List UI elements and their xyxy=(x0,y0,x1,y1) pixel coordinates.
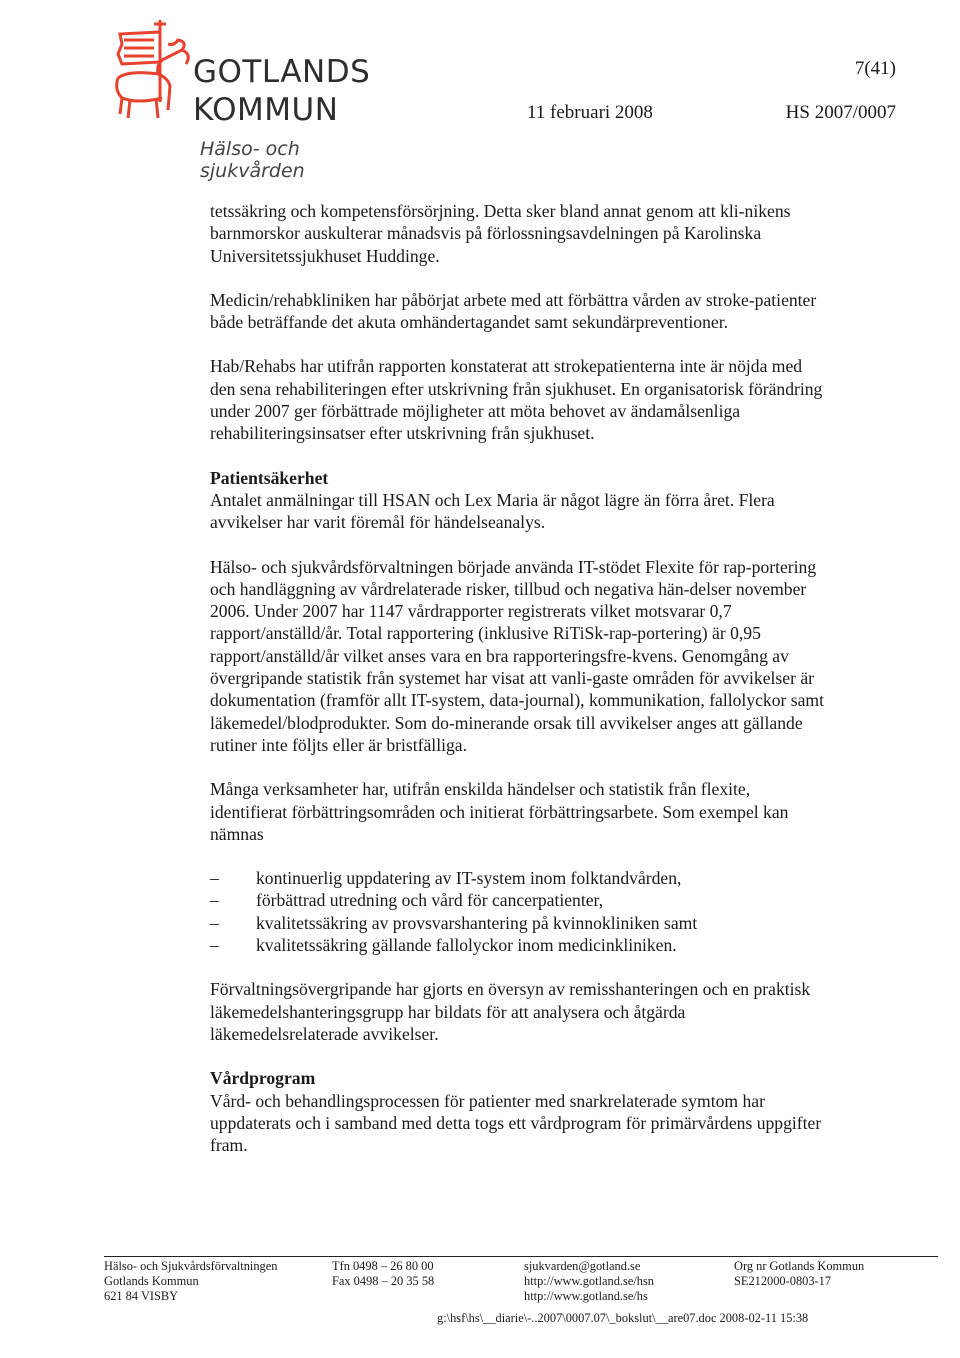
document-date: 11 februari 2008 xyxy=(527,102,653,123)
list-item: – kontinuerlig uppdatering av IT-system inom folktandvården, xyxy=(210,868,682,889)
email-link[interactable]: sjukvarden@gotland.se xyxy=(524,1259,641,1273)
paragraph: Vård- och behandlingsprocessen för patienter med snarkrelaterade symtom har uppdaterats och i samband med detta togs ett vårdprogram för primärvårdens uppgifter fram. xyxy=(210,1090,822,1156)
footer-address: Hälso- och Sjukvårdsförvaltningen Gotlands Kommun 621 84 VISBY xyxy=(104,1259,278,1303)
list-item: – förbättrad utredning och vård för cancerpatienter, xyxy=(210,890,604,911)
footer-divider xyxy=(104,1256,938,1257)
heading-vardprogram: Vårdprogram xyxy=(210,1068,316,1089)
dash-bullet: – xyxy=(210,890,219,911)
dash-bullet: – xyxy=(210,868,219,889)
logo-text-kommun: KOMMUN xyxy=(193,92,339,128)
gotlands-kommun-logo xyxy=(108,14,398,182)
hsn-link[interactable]: http://www.gotland.se/hsn xyxy=(524,1274,654,1288)
paragraph: Medicin/rehabkliniken har påbörjat arbete med att förbättra vården av stroke-patienter både beträffande det akuta omhändertagandet samt sekundärpreventioner. xyxy=(210,289,817,333)
page-number: 7(41) xyxy=(854,58,896,79)
logo-text-subtitle: Hälso- och sjukvården xyxy=(200,138,305,182)
footer-phone: Tfn 0498 – 26 80 00 Fax 0498 – 20 35 58 xyxy=(332,1259,435,1288)
file-path: g:\hsf\hs\__diarie\-..2007\0007.07\_bokslut\__are07.doc 2008-02-11 15:38 xyxy=(437,1311,809,1325)
paragraph: Förvaltningsövergripande har gjorts en översyn av remisshanteringen och en praktisk läkemedelshanteringsgrupp har bildats för att analysera och åtgärda läkemedelsrelaterade avvikelser. xyxy=(210,979,811,1044)
reference-number: HS 2007/0007 xyxy=(785,102,896,123)
list-item: – kvalitetssäkring gällande fallolyckor inom medicinkliniken. xyxy=(210,935,677,956)
hs-link[interactable]: http://www.gotland.se/hs xyxy=(524,1289,648,1303)
examples-list xyxy=(210,867,830,956)
logo-text-gotlands: GOTLANDS xyxy=(193,54,371,90)
paragraph: Antalet anmälningar till HSAN och Lex Maria är något lägre än förra året. Flera avvikelser har varit föremål för händelseanalys. xyxy=(210,489,775,533)
paragraph: Många verksamheter har, utifrån enskilda händelser och statistik från flexite, identifierat förbättringsområden och initierat förbättringsarbete. Som exempel kan nämnas xyxy=(210,779,789,844)
heading-patientsakerhet: Patientsäkerhet xyxy=(210,467,329,488)
footer-org: Org nr Gotlands Kommun SE212000-0803-17 xyxy=(734,1259,865,1288)
dash-bullet: – xyxy=(210,935,219,956)
paragraph: Hälso- och sjukvårdsförvaltningen började använda IT-stödet Flexite för rap-portering och handläggning av vårdrelaterade risker, tillbud och negativa hän-delser november 2006. Under 2007 har 1147 vårdrapporter registrerats vilket motsvarar 0,7 rapport/anställd/år. Total rapportering (inklusive RiTiSk-rap-portering) är 0,95 rapport/anställd/år vilket anses vara en bra rapporteringsfre-kvens. Genomgång av övergripande statistik från systemet har visat att vanli-gaste områden för avvikelser är dokumentation (framför allt IT-system, data-journal), kommunikation, fallolyckor samt läkemedel/blodprodukter. Som do-minerande orsak till avvikelser anges att gällande rutiner inte följts eller är bristfälliga. xyxy=(210,556,825,755)
dash-bullet: – xyxy=(210,912,219,933)
document-body xyxy=(210,200,830,1156)
paragraph: Hab/Rehabs har utifrån rapporten konstaterat att strokepatienterna inte är nöjda med den sena rehabiliteringen efter utskrivning från sjukhuset. En organisatorisk förändring under 2007 ger förbättrade möjligheter att möta behovet av ändamålsenliga rehabiliteringsinsatser efter utskrivning från sjukhuset. xyxy=(210,356,823,444)
footer-web xyxy=(524,1259,654,1304)
paragraph: tetssäkring och kompetensförsörjning. Detta sker bland annat genom att kli-nikens barnmorskor auskulterar månadsvis på förlossningsavdelningen på Karolinska Universitetssjukhuset Huddinge. xyxy=(210,201,791,266)
list-item: – kvalitetssäkring av provsvarshantering på kvinnokliniken samt xyxy=(210,912,698,933)
